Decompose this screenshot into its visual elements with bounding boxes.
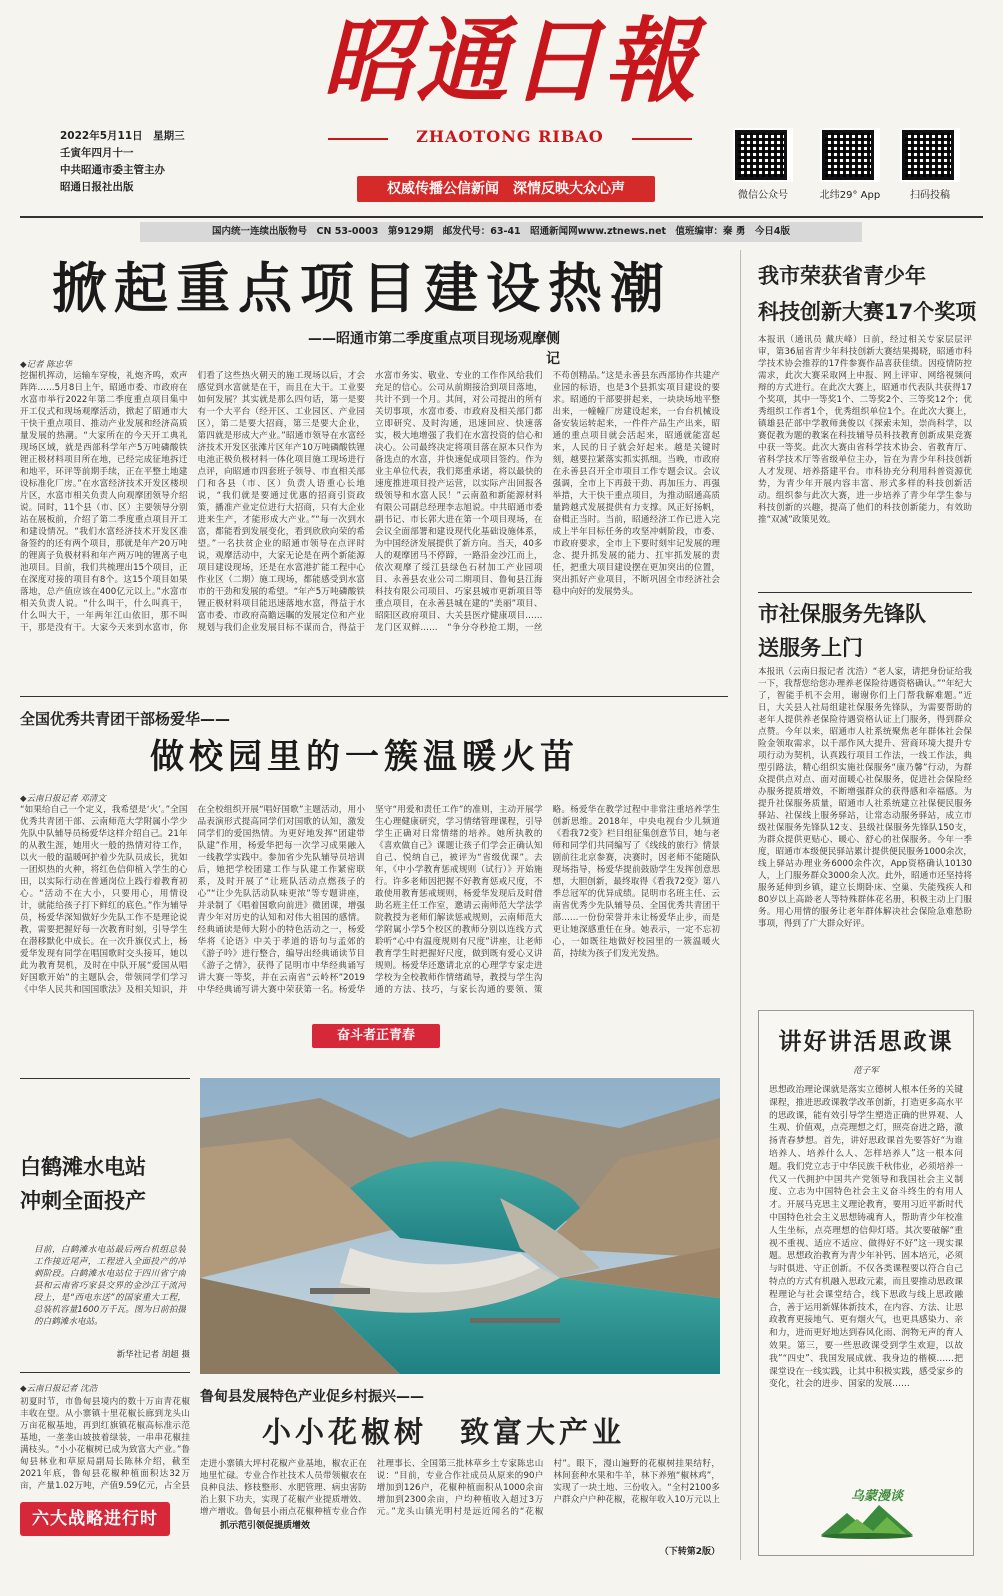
masthead-rule [20, 216, 983, 218]
column-headline: 讲好讲活思政课 [778, 1029, 954, 1055]
qr-label: 微信公众号 [738, 190, 788, 201]
qr-code-icon [733, 128, 793, 182]
lead-headline: 掀起重点项目建设热潮 [52, 257, 672, 320]
right-column-rule [740, 250, 741, 1560]
date-line: 2022年5月11日 星期三 [60, 130, 185, 142]
dam-photo-illustration [200, 1078, 720, 1374]
section-tag-text: 奋斗者正青春 [336, 1028, 415, 1043]
qr-label: 扫码投稿 [910, 190, 950, 201]
dam-headline-1: 白鹤滩水电站 [20, 1155, 146, 1179]
info-bar-text: 国内统一连续出版物号 CN 53-0003 第9129期 邮发代号：63-41 昭通新闻网www.ztnews.net 值班编审：秦 勇 今日4版 [212, 226, 790, 237]
feature1-byline: ◆云南日报记者 邓清文 [20, 794, 106, 804]
qr-label: 北纬29° App [819, 190, 881, 201]
section-tag [312, 1024, 440, 1048]
pepper-subhead: 抓示范引领促提质增效 [220, 1521, 311, 1531]
pinyin-rule-left [328, 138, 388, 140]
slogan-banner [357, 176, 655, 202]
side2-headline-1: 市社保服务先锋队 [758, 602, 926, 626]
strategy-banner-text: 六大战略进行时 [32, 1509, 158, 1529]
side1-headline-2: 科技创新大赛17个奖项 [758, 300, 977, 324]
info-bar [140, 222, 862, 242]
dam-headline-2: 冲刺全面投产 [20, 1189, 146, 1213]
side2-body: 本报讯（云南日报记者 沈浩）“老人家，请把身份证给我一下，我帮您给您办理养老保险待遇资格确认。”“年纪大了，智能手机不会用，谢谢你们上门帮我解难题。”近日，大关县人社局组建社保服务先锋队，为需要帮助的老年人提供养老保险待遇资格认证上门服务，得到群众点赞。今年以来，昭通市人社系统聚焦老年群体社会保险金领取需求，以千部作风大提升、营商环境大提升专项行动为契机，认真践行项目工作法，一线工作法，典型引路法，精心组织实施社保服务“康乃馨”行动，为群众提供点对点、面对面暖心社保服务，促进社会保险经办服务提质增效，不断增强群众的获得感和幸福感。为提升社保服务质量，昭通市人社系统建立社保便民服务驿站、社保线上服务驿站，让常态动服务驿站，成立市级社保服务先锋队12支、县级社保服务先锋队150支，为群众提供更贴心、暖心、舒心的社保服务。今年一季度，昭通市本级便民驿站累计提供便民服务1000余次，线上驿站办理业务6000余件次，App资格确认10130人，上门服务群众3000余人次。此外，昭通市还坚持将服务延伸到乡镇，建立长期卧床、空巢、失能残疾人和80岁以上高龄老人等特殊群体花名册，积极主动上门服务。用心用情的服务让老年群体解决社会保险急难愁盼事项，得到了广大群众好评。 [758, 667, 972, 929]
pepper-headline: 小小花椒树 致富大产业 [262, 1415, 626, 1449]
date-block [60, 128, 240, 196]
column-box [758, 1010, 974, 1556]
pepper-byline: ◆云南日报记者 沈浩 [20, 1384, 98, 1394]
side1-headline-1: 我市荣获省青少年 [758, 264, 926, 288]
side2-headline-2: 送服务上门 [758, 636, 863, 660]
feature1-body: “如果给自己一个定义，我希望是‘火’。”全国优秀共青团干部、云南师范大学附属小学少先队中队辅导员杨爱华这样介绍自己。21年的从教生涯，她用火一般的热情对待工作，以火一般的温暖呵护着少先队员成长，犹如一团炽热的火种，将红色信仰植入学生的心田，以实际行动在普通岗位上践行着教育初心。“活动不在大小，只要用心，用情设计，就能给孩子打下鲜红的底色。”作为辅导员，杨爱华深知做好少先队工作不是理论说教，需要把握好每一次教育时刻，引导学生在潜移默化中成长。在一次升旗仪式上，杨爱华发现有同学在唱国歌时交头接耳，她以此为教育契机，及时在中队开展“爱国从唱好国歌开始”的主题队会，带领同学们学习《中华人民共和国国歌法》及相关知识，并在全校组织开展“唱好国歌”主题活动，用小品表演形式提高同学们对国歌的认知，激发同学们的爱国热情。为更好地发挥“团建带队建”作用，杨爱华把每一次学习成果融入一线教学实践中。参加省少先队辅导员培训后，她把学校团建工作与队建工作紧密联系，及时开展了“让班队活动点燃孩子的心”“让少先队活动队味更浓”等专题讲座，并录制了《唱着国歌向前进》微团课，增强青少年对历史的认知和对伟大祖国的感情。经典诵读是师大附小的特色活动之一，杨爱华将《论语》中关于孝道的语句与孟郊的《游子吟》进行整合，编导出经典诵读节目《游子之情》，获得了昆明市中华经典诵写讲大赛一等奖，并在云南省“云岭杯”2019中华经典诵写讲大赛中荣获第一名。杨爱华坚守“用爱和责任工作”的准则，主动开展学生心理健康研究，学习情绪管理课程，引导学生正确对日常情绪的培养。她所执教的《喜欢做自己》课题让孩子们学会正确认知自己、悦纳自己，被评为“省级优课”。去年，《中小学教育惩戒规则（试行）》开始施行。许多老师因把握不好教育惩戒尺度，不敢使用教育惩戒规则，杨爱华发现后及时借助名班主任工作室，邀请云南师范大学法学院教授为老师们解读惩戒规则，云南师范大学附属小学5个校区的教师分别以连线方式聆听“心中有温度规则有尺度”讲座，让老师教育学生时把握好尺度，做到既有爱心又讲规则。杨爱华还邀请北京的心理学专家走进学校为全校教师作情绪疏导，教授与学生沟通的方法、技巧，与家长沟通的要领、策略。杨爱华在教学过程中非常注重培养学生创新思维。2018年，中央电视台少儿频道《看我72变》栏目组征集创意节目，她与老师和同学们共同编写了《线线的旅行》情景剧前往北京参赛，决赛时，因老师不能随队现场指导，杨爱华提前鼓励学生发挥创意思想，大胆创新，最终取得《看我72变》第八季总冠军的优异成绩。昆明市名班主任、云南省优秀少先队辅导员、全国优秀共青团干部……一份份荣誉并未让杨爱华止步，而是更让她深感重任在身。她表示，一定不忘初心，一如既往地做好校园里的一簇温暖火苗，持续为孩子们发光发热。 [20, 805, 720, 995]
qr-code-icon [820, 128, 880, 182]
qr-submit[interactable] [900, 128, 960, 201]
slogan-text: 权威传播公信新闻 深情反映大众心声 [387, 181, 625, 197]
column-body: 思想政治理论课就是落实立德树人根本任务的关键课程，推进思政课教学改革创新，打造更多高水平的思政课，能有效引导学生塑造正确的世界观、人生观、价值观，点亮理想之灯，照亮奋进之路，激扬青春梦想。首先，讲好思政课首先要答好“为谁培养人、培养什么人、怎样培养人”这一根本问题。我们党立志于中华民族千秋伟业，必须培养一代又一代拥护中国共产党领导和我国社会主义制度、立志为中国特色社会主义奋斗终生的有用人才。开展马克思主义理论教育，要用习近平新时代中国特色社会主义思想铸魂育人，帮助青少年校准人生坐标，点亮理想的信仰灯塔。其次要破解“重视不重视、适应不适应、做得好不好”这一现实课题。思想政治教育为青少年补钙、固本培元，必须与时俱进、守正创新。不仅各类课程要以符合自己特点的方式有机融入思政元素，而且要推动思政课程理论与社会课堂结合，线下思政与线上思政融合，善于运用新媒体新技术，在内容、方法、让思政教育更接地气、更有烟火气，也更具感染力、亲和力，进而更好地达到春风化雨、润物无声的育人效果。第三，要一些思政课受到学生欢迎，以故我”“四史”、我国发展成就、我身边的楷模……把课堂设在一线实践，让其中积极实践，感受家乡的变化，社会的进步、国家的发展…… [769, 1085, 963, 1390]
baihetan-dam-photo [200, 1078, 720, 1374]
lead-divider [20, 696, 728, 697]
sponsor-line: 中共昭通市委主管主办 [60, 164, 165, 176]
column-logo-text: 乌蒙漫谈 [851, 1489, 904, 1504]
feature1-kicker: 全国优秀共青团干部杨爱华—— [20, 710, 231, 728]
column-logo [817, 1485, 917, 1541]
qr-code-icon [900, 128, 960, 182]
pepper-body-left: 初夏时节，市鲁甸县境内的数十万亩青花椒丰收在望。从小寨镇十里花椒长廊到龙头山万亩花椒基地，再到红旗镇花椒高标准示范基地，一垄垄山坡披着绿装，一串串花椒挂满枝头。“小小花椒树已成为致富大产业。”鲁甸县林业和草原局副局长陈林介绍，截至2021年底，鲁甸县花椒种植面积达32万亩，产量1.02万吨，产值9.59亿元，占全县 [20, 1397, 190, 1491]
pepper-kicker: 鲁甸县发展特色产业促乡村振兴—— [200, 1389, 424, 1405]
pinyin-rule-right [632, 138, 692, 140]
masthead-pinyin: ZHAOTONG RIBAO [416, 127, 604, 146]
dam-bottom-rule [20, 1372, 190, 1373]
pepper-continued: （下转第2版） [659, 1547, 720, 1557]
masthead-title: 昭通日報 [321, 7, 698, 115]
side1-body: 本报讯（通讯员 戴庆峰）日前，经过相关专家层层评审，第36届省青少年科技创新大赛结果揭晓，昭通市科学技术协会推荐的17件参赛作品喜获佳绩。因疫情防控需求，此次大赛采取网上申报、网上评审、网络视频问辩的方式进行。在此次大赛上，昭通市代表队共获得17个奖项，其中一等奖1个、二等奖2个、三等奖12个；优秀组织工作者1个，优秀组织单位1个。在此次大赛上，镇雄县茫部中学教师龚俊以《探索未知，崇尚科学，以赛促教为题的教案在科技辅导员科技教育创新成果竞赛中获一等奖。此次大赛由省科学技术协会、省教育厅、省科学技术厅等省级单位主办，旨在为青少年科技创新人才发现、培养搭建平台。市科协充分利用科普资源优势，为青少年开展内容丰富、形式多样的科技创新活动。组织参与此次大赛，进一步培养了青少年学生参与科技创新的兴趣，提高了他们的科技创新能力，有效助推“双减”政策见效。 [758, 335, 972, 525]
lead-byline: ◆记者 陈忠华 [20, 360, 72, 370]
dam-top-rule [20, 1078, 190, 1079]
strategy-banner [20, 1502, 170, 1536]
masthead [0, 0, 1003, 215]
publisher-line: 昭通日报社出版 [60, 181, 134, 193]
feature1-headline: 做校园里的一簇温暖火苗 [150, 737, 579, 777]
dam-caption: 目前，白鹤滩水电站最后两台机组总装工作接近尾声，工程进入全面投产的冲刺阶段。白鹤滩水电站位于四川省宁南县和云南省巧家县交界的金沙江干流河段上，是“西电东送”的国家重大工程，总装机容量1600万千瓦。图为日前拍摄的白鹤滩水电站。 [34, 1245, 186, 1327]
qr-app[interactable] [820, 128, 880, 201]
column-byline: 范子军 [853, 1066, 879, 1076]
qr-wechat[interactable] [733, 128, 793, 201]
lead-body: 挖掘机挥动，运输车穿梭，礼炮齐鸣，欢声阵阵……5月8日上午，昭通市委、市政府在水富市举行2022年第二季度重点项目集中开工仪式和现场观摩活动，掀起了昭通市大干快干重点项目、推动产业发展和经济高质量发展的热潮。“大家所在的今天开工典礼现场区域，就是西部科学年产5万吨磷酸铁锂正极材料项目所在地，已经完成征地拆迁和地平，环评等前期手续，正在平整土地建设标准化厂房。”在水富经济技术开发区楼坝片区，水富市相关负责人向观摩团领导介绍说。同时，11个县（市、区）主要领导分别站在展板前，介绍了第二季度重点项目开工和建设情况。“我们水富经济技术开发区准备签约的还有两个项目，那就是年产20万吨的锂离子负极材料和年产两万吨的锂离子电池项目。目前，我们共梳理出15个项目，正在深度对接的项目有8个。这15个项目如果落地，总产值应该在400亿元以上。”水富市相关负责人说。“什么叫干，什么叫真干，什么叫大干，一年两年江山依旧，那不叫干，那是没有干。大家今天来到水富市，你们看了这些热火朝天的施工现场以后，才会感觉到水富就是在干，而且在大干。工业要如何发展？其实就是那么四句话，第一是要有一个大平台（经开区、工业园区、产业园区），第二是要大招商，第三是要大企业，第四就是形成大产业。”昭通市领导在水富经济技术开发区张滩片区年产10万吨磷酸铁锂电池正极负极材料一体化项目施工现场进行点评，向昭通市四套班子领导、市直相关部门和各县（市、区）负责人语重心长地说，“我们就是要通过优惠的招商引资政策，播准产业定位进行大招商，只有大企业进来生产，才能形成大产业。”“每一次到水富，都能看到发展变化，看到欣欣向荣的希望。”一名扶贫企业的昭通市领导在点评时说，观摩活动中，大家无论是在两个新能源项目建设现场，还是在水富港扩能工程中心作业区（二期）施工现场，都能感受到水富市的干劲和发展的希望。“年产5万吨磷酸铁锂正极材料项目能迅速落地水富，得益于水富市委、市政府高瞻远瞩的发展定位和产业规划与我们企业发展目标不谋而合，得益于水富市务实、敬业、专业的工作作风给我们充足的信心。公司从前期接洽到项目落地，共计不到一个月。其间，对公司提出的所有关切事项，水富市委、市政府及相关部门都立即研究、及时沟通，迅速回应、快速落实，极大地增强了我们在水富投资的信心和决心。公司最终决定将项目落在原本只作为备选点的水富，并快速促成项目签约。作为业主单位代表，我们郑重承诺，将以最快的速度推进项目投产运营，以实际产出回报各级领导和水富人民！”云南盈和新能源材料有限公司副总经理李志旭说。中共昭通市委副书记、市长郭大进在第一个项目现场，在会议全面部署和建设现代化基础设施体系，为中国经济发展提供了新方向。当天，40多人的观摩团马不停蹄，一路沿金沙江而上，依次观摩了绥江县绿色石材加工产业园项目、永善县农业公司二期项目、鲁甸县江海科技有限公司项目、巧家县城市更新项目等重点项目，在永善县城在建的“美丽”项目、昭阳区政府项目、大关县医疗健康项目……龙门区双鲜…… “争分夺秒抢工期，一丝不苟创精品。”这是永善县东西部协作共建产业园的标语，也是3个县抓实项目建设的要求。昭通的干部要拼起来，一块块场地平整出来，一幢幢厂房建设起来，一台台机械设备安装运转起来，一件件产品生产出来，昭通的重点项目就会活起来，昭通就能富起来，人民的日子就会好起来。越是关键时刻，越要拉紧落实抓实抓细。当晚，市政府在永善县召开全市项目工作专题会议。会议强调，全市上下再鼓干劲、再加压力、再强举措，大干快干重点项目，为推动昭通高质量跨越式发展提供有力支撑。风正好扬帆，奋楫正当时。当前，昭通经济工作已进入完成上半年目标任务的攻坚冲刺阶段，市委、市政府要求，全市上下要时刻牢记发展的理念、提升抓发展的能力、扛牢抓发展的责任，把重大项目建设摆在更加突出的位置，突出抓好产业项目，不断巩固全市经济社会稳中向好的发展势头。 [20, 371, 720, 633]
lead-subheadline: ——昭通市第二季度重点项目现场观摩侧记 [308, 331, 560, 367]
lunar-date-line: 壬寅年四月十一 [60, 147, 134, 159]
side1-divider [758, 592, 972, 593]
dam-credit: 新华社记者 胡超 摄 [116, 1350, 190, 1360]
pepper-body-right: 走进小寨镇大坪村花椒产业基地，椒农正在地里忙碌。专业合作社技术人员带领椒农在良种良法、修枝整形、水肥管理、病虫害防治上狠下功夫，实现了花椒产业提质增效、增产增收。鲁甸县小雨点花椒种植专业合作社理事长、全国第三批林草乡土专家陈忠山说：“目前，专业合作社成员从原来的90户增加到126户，花椒种植面积从1000余亩增加到2300余亩，户均种植收入超过3万元。”龙头山镇光明村是远近闻名的“花椒村”。眼下，漫山遍野的花椒树挂果结籽，林间套种水果和牛羊，林下养殖“椒林鸡”，实现了一块土地、三份收入。“全村2100多户群众户户种花椒，花椒年收入10万元以上 [200, 1459, 720, 1517]
